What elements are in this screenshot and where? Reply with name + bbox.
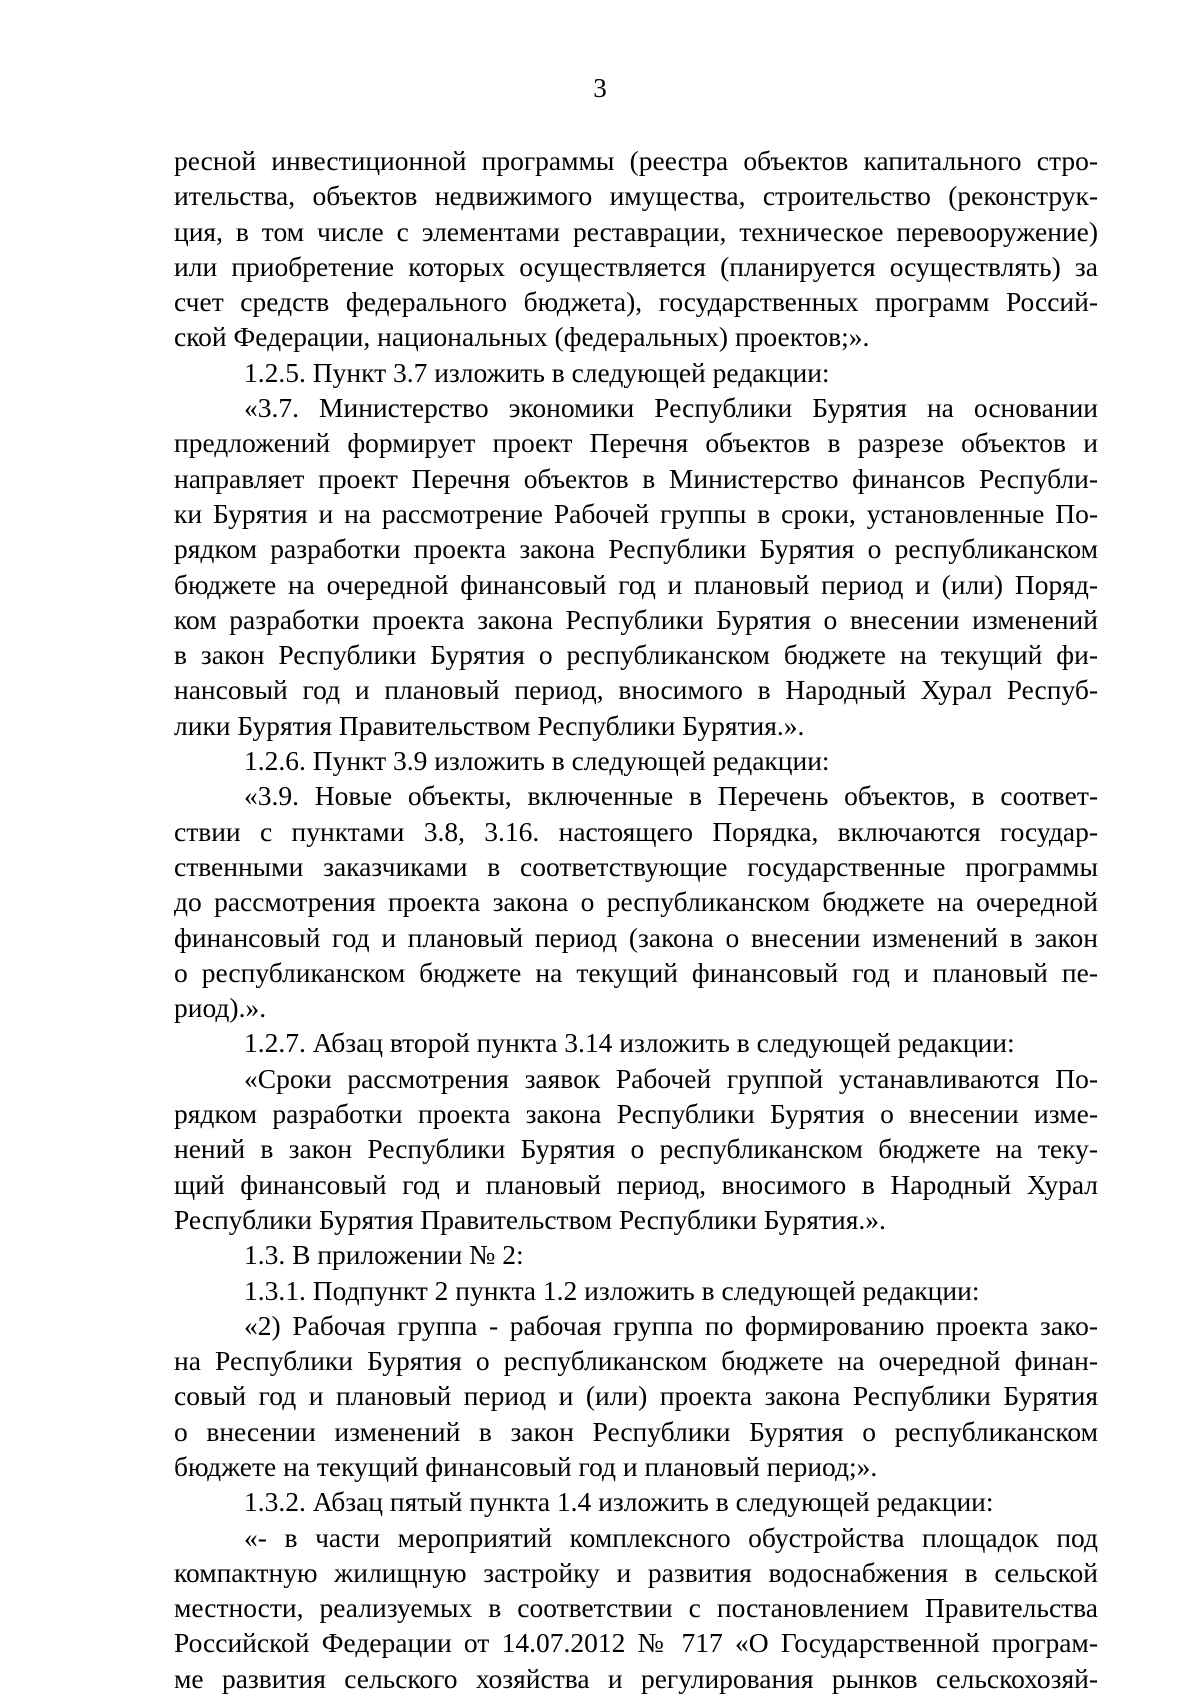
text-line: рядком разработки проекта закона Республики Бурятия о республиканском	[174, 533, 1098, 565]
text-line: ме развития сельского хозяйства и регулирования рынков сельскохозяй-	[174, 1662, 1098, 1694]
text-line: «2) Рабочая группа - рабочая группа по формированию проекта зако-	[244, 1309, 1098, 1341]
text-line: счет средств федерального бюджета), государственных программ Россий-	[174, 286, 1098, 318]
text-line: ственными заказчиками в соответствующие государственные программы	[174, 850, 1098, 882]
text-line: «- в части мероприятий комплексного обустройства площадок под	[244, 1521, 1098, 1553]
text-line: нансовый год и плановый период, вносимого в Народный Хурал Респуб-	[174, 674, 1098, 706]
text-line: бюджете на очередной финансовый год и плановый период и (или) Поряд-	[174, 568, 1098, 600]
text-line: нений в закон Республики Бурятия о республиканском бюджете на теку-	[174, 1133, 1098, 1165]
text-line: 1.3. В приложении № 2:	[244, 1239, 524, 1271]
text-line: риод).».	[174, 992, 267, 1024]
text-line: ком разработки проекта закона Республики Бурятия о внесении изменений	[174, 603, 1098, 635]
text-line: 1.2.5. Пункт 3.7 изложить в следующей редакции:	[244, 356, 830, 388]
text-line: совый год и плановый период и (или) проекта закона Республики Бурятия	[174, 1380, 1098, 1412]
text-line: о внесении изменений в закон Республики Бурятия о республиканском	[174, 1415, 1098, 1447]
text-line: 1.2.7. Абзац второй пункта 3.14 изложить в следующей редакции:	[244, 1027, 1015, 1059]
text-line: Российской Федерации от 14.07.2012 № 717 «О Государственной програм-	[174, 1627, 1098, 1659]
text-line: бюджете на текущий финансовый год и плановый период;».	[174, 1450, 878, 1482]
text-line: ция, в том числе с элементами реставрации, техническое перевооружение)	[174, 215, 1098, 247]
text-line: 1.3.2. Абзац пятый пункта 1.4 изложить в следующей редакции:	[244, 1486, 994, 1518]
document-body	[174, 143, 1098, 1696]
text-line: местности, реализуемых в соответствии с постановлением Правительства	[174, 1592, 1098, 1624]
text-line: 1.2.6. Пункт 3.9 изложить в следующей редакции:	[244, 745, 830, 777]
text-line: или приобретение которых осуществляется (планируется осуществлять) за	[174, 250, 1098, 282]
text-line: «3.9. Новые объекты, включенные в Перечень объектов, в соответ-	[244, 780, 1098, 812]
text-line: «3.7. Министерство экономики Республики Бурятия на основании	[244, 392, 1098, 424]
text-line: 1.3.1. Подпункт 2 пункта 1.2 изложить в следующей редакции:	[244, 1274, 980, 1306]
text-line: предложений формирует проект Перечня объектов в разрезе объектов и	[174, 427, 1098, 459]
text-line: направляет проект Перечня объектов в Министерство финансов Республи-	[174, 462, 1098, 494]
text-line: рядком разработки проекта закона Республики Бурятия о внесении изме-	[174, 1098, 1098, 1130]
text-line: о республиканском бюджете на текущий финансовый год и плановый пе-	[174, 956, 1098, 988]
text-line: Республики Бурятия Правительством Республики Бурятия.».	[174, 1203, 886, 1235]
text-line: компактную жилищную застройку и развития водоснабжения в сельской	[174, 1556, 1098, 1588]
text-line: щий финансовый год и плановый период, вносимого в Народный Хурал	[174, 1168, 1098, 1200]
page-number: 3	[593, 73, 607, 103]
text-line: ресной инвестиционной программы (реестра объектов капитального стро-	[174, 145, 1098, 176]
text-line: финансовый год и плановый период (закона о внесении изменений в закон	[174, 921, 1098, 953]
text-line: ки Бурятия и на рассмотрение Рабочей группы в сроки, установленные По-	[174, 497, 1098, 529]
text-line: ской Федерации, национальных (федеральных) проектов;».	[174, 321, 870, 353]
text-line: ствии с пунктами 3.8, 3.16. настоящего Порядка, включаются государ-	[174, 815, 1098, 847]
text-line: «Сроки рассмотрения заявок Рабочей группой устанавливаются По-	[244, 1062, 1098, 1094]
text-line: ительства, объектов недвижимого имущества, строительство (реконструк-	[174, 180, 1098, 212]
text-line: в закон Республики Бурятия о республиканском бюджете на текущий фи-	[174, 639, 1098, 671]
text-line: лики Бурятия Правительством Республики Бурятия.».	[174, 709, 805, 741]
text-line: на Республики Бурятия о республиканском бюджете на очередной финан-	[174, 1345, 1098, 1377]
text-line: до рассмотрения проекта закона о республиканском бюджете на очередной	[174, 886, 1098, 918]
